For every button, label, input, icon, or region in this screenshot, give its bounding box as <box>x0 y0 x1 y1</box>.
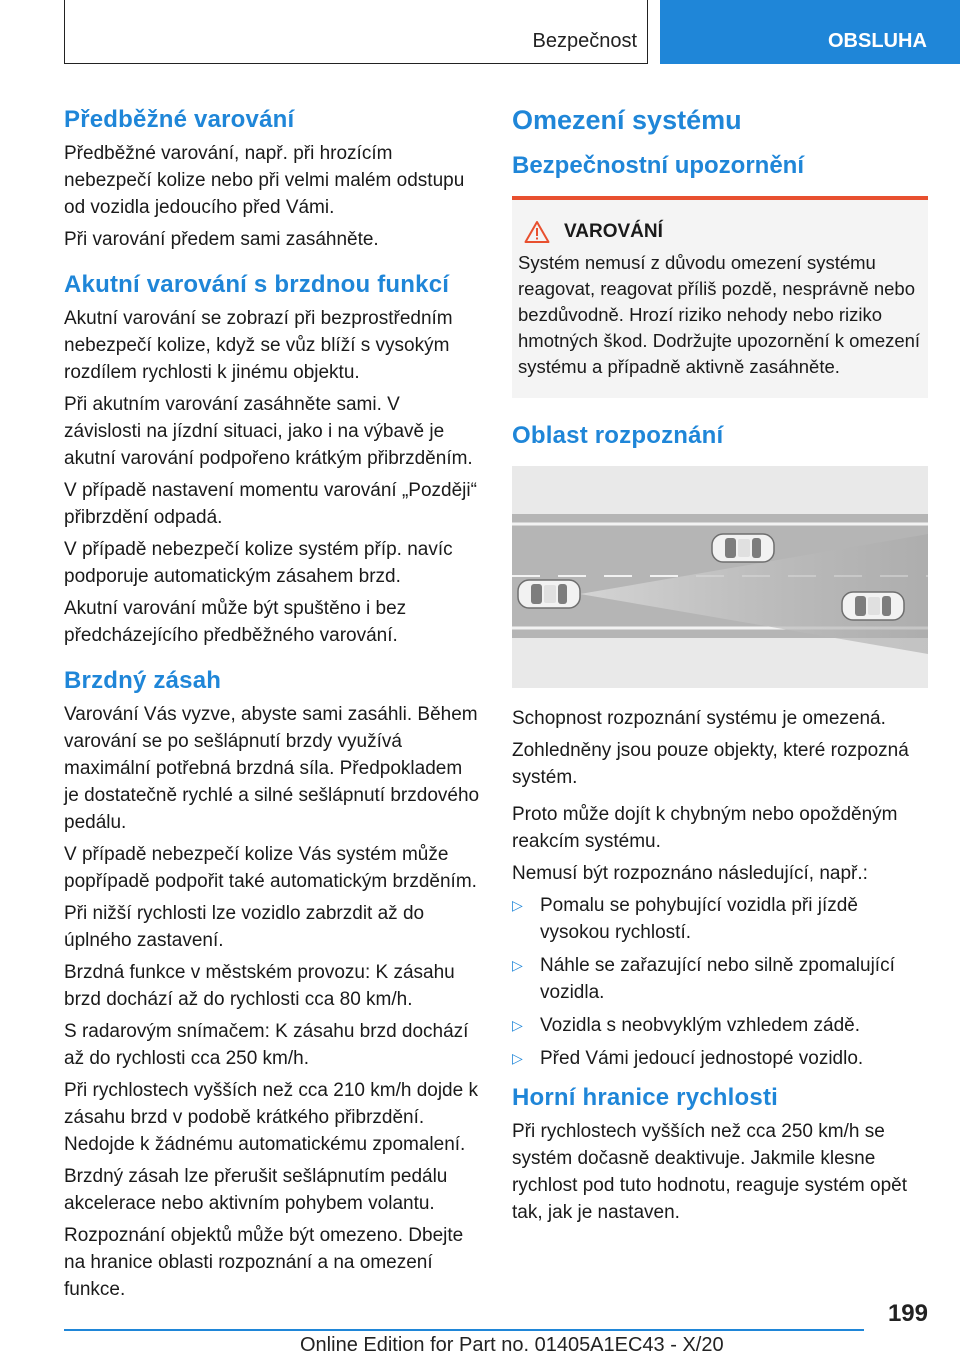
body-paragraph: Rozpoznání objektů může být omezeno. Dbejte na hranice oblasti rozpoznání a na omezení funkce. <box>64 1225 464 1300</box>
body-paragraph: Nemusí být rozpoznáno následující, např.: <box>512 863 868 884</box>
section-title: Omezení systému <box>512 105 742 135</box>
page-number: 199 <box>887 1300 928 1327</box>
body-paragraph: V případě nebezpečí kolize systém příp. navíc podporuje automatickým zásahem brzd. <box>64 539 453 587</box>
footer-divider <box>64 1329 864 1331</box>
left-column <box>64 98 482 1308</box>
detection-heading: Oblast rozpoznání <box>512 422 724 449</box>
list-item <box>512 1012 928 1039</box>
list-item <box>512 892 928 946</box>
warning-triangle-icon <box>524 220 550 244</box>
warning-text: Systém nemusí z důvodu omezení systému reagovat, reagovat příliš pozdě, nesprávně nebo bezdůvodně. Hrozí riziko nehody nebo riziko hmotných škod. Dodržujte upozornění k omezení systému a případně aktivně zasáhněte. <box>518 252 921 377</box>
body-paragraph: Brzdný zásah lze přerušit sešlápnutím pedálu akcelerace nebo aktivním pohybem volantu. <box>64 1166 448 1214</box>
body-paragraph: Při akutním varování zasáhněte sami. V závislosti na jízdní situaci, jako i na výbavě je akutní varování podpořeno krátkým přibrzděním. <box>64 394 473 469</box>
safety-heading: Bezpečnostní upozornění <box>512 152 805 179</box>
footer-edition[interactable]: Online Edition for Part no. 01405A1EC43 - X/20 <box>300 1334 724 1356</box>
body-paragraph: Při nižší rychlosti lze vozidlo zabrzdit až do úplného zastavení. <box>64 903 425 951</box>
body-paragraph: Brzdná funkce v městském provozu: K zásahu brzd dochází až do rychlosti cca 80 km/h. <box>64 962 455 1010</box>
chapter-tab-label: OBSLUHA <box>828 30 927 52</box>
header-section-title: Bezpečnost <box>532 30 637 52</box>
list-item <box>512 952 928 1006</box>
body-paragraph: Zohledněny jsou pouze objekty, které rozpozná systém. <box>512 740 909 788</box>
body-paragraph: Schopnost rozpoznání systému je omezená. <box>512 708 886 729</box>
section-heading: Akutní varování s brzdnou funkcí <box>64 271 450 298</box>
speed-heading: Horní hranice rychlosti <box>512 1084 778 1111</box>
body-paragraph: Akutní varování může být spuštěno i bez předcházejícího předběžného varování. <box>64 598 407 646</box>
warning-box <box>512 196 928 398</box>
body-paragraph: V případě nastavení momentu varování „Později“ přibrzdění odpadá. <box>64 480 477 528</box>
warning-title <box>518 220 922 244</box>
speed-paragraph: Při rychlostech vyšších než cca 250 km/h se systém dočasně deaktivuje. Jakmile klesne rychlost pod tuto hodnotu, reaguje systém opět tak, jak je nastaven. <box>512 1121 908 1223</box>
section-heading: Předběžné varování <box>64 106 295 133</box>
section-heading: Brzdný zásah <box>64 667 222 694</box>
triangle-bullet-icon: ▷ <box>512 957 523 973</box>
triangle-bullet-icon: ▷ <box>512 897 523 913</box>
body-paragraph: Varování Vás vyzve, abyste sami zasáhli. Během varování se po sešlápnutí brzdy využívá maximální potřebná brzdná síla. Předpokladem je dostatečně rychlé a silné sešlápnutí brzdového pedálu. <box>64 704 480 833</box>
body-paragraph: Předběžné varování, např. při hrozícím nebezpečí kolize nebo při velmi malém odstupu od vozidla jedoucího před Vámi. <box>64 143 465 218</box>
body-paragraph: Při rychlostech vyšších než cca 210 km/h dojde k zásahu brzd v podobě krátkého přibrzdění. Nedojde k žádnému automatickému zpomalení. <box>64 1080 478 1155</box>
body-paragraph: Akutní varování se zobrazí při bezprostředním nebezpečí kolize, když se vůz blíží s vysokým rozdílem rychlosti k jinému objektu. <box>64 308 453 383</box>
body-paragraph: Proto může dojít k chybným nebo opožděným reakcím systému. <box>512 804 898 852</box>
list-item-text: Náhle se zařazující nebo silně zpomalující vozidla. <box>540 955 895 1003</box>
triangle-bullet-icon: ▷ <box>512 1050 523 1066</box>
right-column <box>512 98 928 1231</box>
warning-label: VAROVÁNÍ <box>564 221 663 242</box>
list-item <box>512 1045 928 1072</box>
list-item-text: Pomalu se pohybující vozidla při jízdě vysokou rychlostí. <box>540 895 858 943</box>
undetected-list <box>512 892 928 1072</box>
body-paragraph: V případě nebezpečí kolize Vás systém může popřípadě podpořit také automatickým brzděním. <box>64 844 477 892</box>
body-paragraph: Při varování předem sami zasáhněte. <box>64 229 379 250</box>
detection-paragraphs <box>512 705 928 887</box>
detection-area-illustration <box>512 466 928 688</box>
triangle-bullet-icon: ▷ <box>512 1017 523 1033</box>
list-item-text: Před Vámi jedoucí jednostopé vozidlo. <box>540 1048 864 1069</box>
list-item-text: Vozidla s neobvyklým vzhledem zádě. <box>540 1015 860 1036</box>
header-section-box <box>64 0 648 64</box>
body-paragraph: S radarovým snímačem: K zásahu brzd dochází až do rychlosti cca 250 km/h. <box>64 1021 469 1069</box>
chapter-tab[interactable] <box>660 0 960 64</box>
